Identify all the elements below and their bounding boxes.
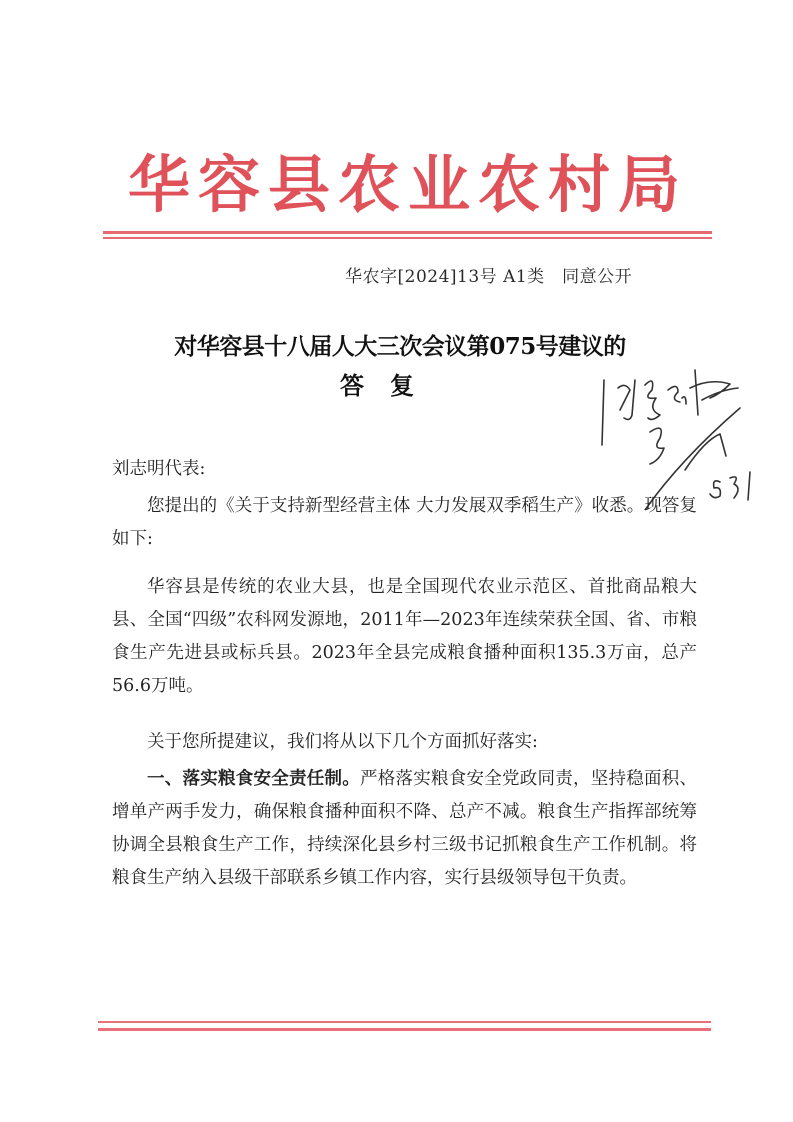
paragraph-acknowledgement (112, 490, 697, 556)
signature-stroke-ming (668, 386, 686, 404)
paragraph-intro-text: 关于您所提建议，我们将从以下几个方面抓好落实: (147, 732, 538, 752)
signature-stroke-zhi (645, 381, 660, 419)
signature-stroke-bar (602, 380, 604, 445)
section-1 (112, 763, 697, 895)
handwritten-signature (590, 360, 770, 510)
section-1-paragraph (112, 763, 697, 895)
header-divider-thin (103, 237, 712, 239)
issuer-header: 华容县农业农村局 (128, 148, 689, 221)
salutation (112, 453, 697, 486)
document-title: 对华容县十八届人大三次会议第075号建议的 (174, 333, 626, 360)
footer-divider-thick (98, 1028, 711, 1031)
signature-stroke-tail (690, 370, 738, 415)
signature-stroke-531 (710, 472, 750, 500)
header-divider-thick (103, 231, 712, 234)
footer-divider-thin (98, 1021, 711, 1023)
paragraph-background-text: 华容县是传统的农业大县，也是全国现代农业示范区、首批商品粮大县、全国“四级”农科网发源地，2011年—2023年连续荣获全国、省、市粮食生产先进县或标兵县。2023年全县完成粮食播种面积135.3万亩，总产56.6万吨。 (112, 577, 697, 696)
salutation-text: 刘志明代表: (112, 459, 206, 479)
section-1-heading: 一、落实粮食安全责任制。 (147, 769, 360, 789)
document-subtitle: 答复 (340, 371, 440, 400)
signature-stroke-liu (618, 380, 635, 419)
document-number: 华农字[2024]13号 A1类 同意公开 (345, 267, 633, 287)
section-1-text: 严格落实粮食安全党政同责，坚持稳面积、增单产两手发力，确保粮食播种面积不降、总产不减。粮食生产指挥部统筹协调全县粮食生产工作，持续深化县乡村三级书记抓粮食生产工作机制。将粮食生产纳入县级干部联系乡镇工作内容，实行县级领导包干负责。 (112, 769, 697, 888)
paragraph-acknowledgement-text: 您提出的《关于支持新型经营主体 大力发展双季稻生产》收悉。现答复如下: (112, 496, 697, 549)
paragraph-intro (112, 726, 697, 759)
paragraph-background (112, 571, 697, 703)
